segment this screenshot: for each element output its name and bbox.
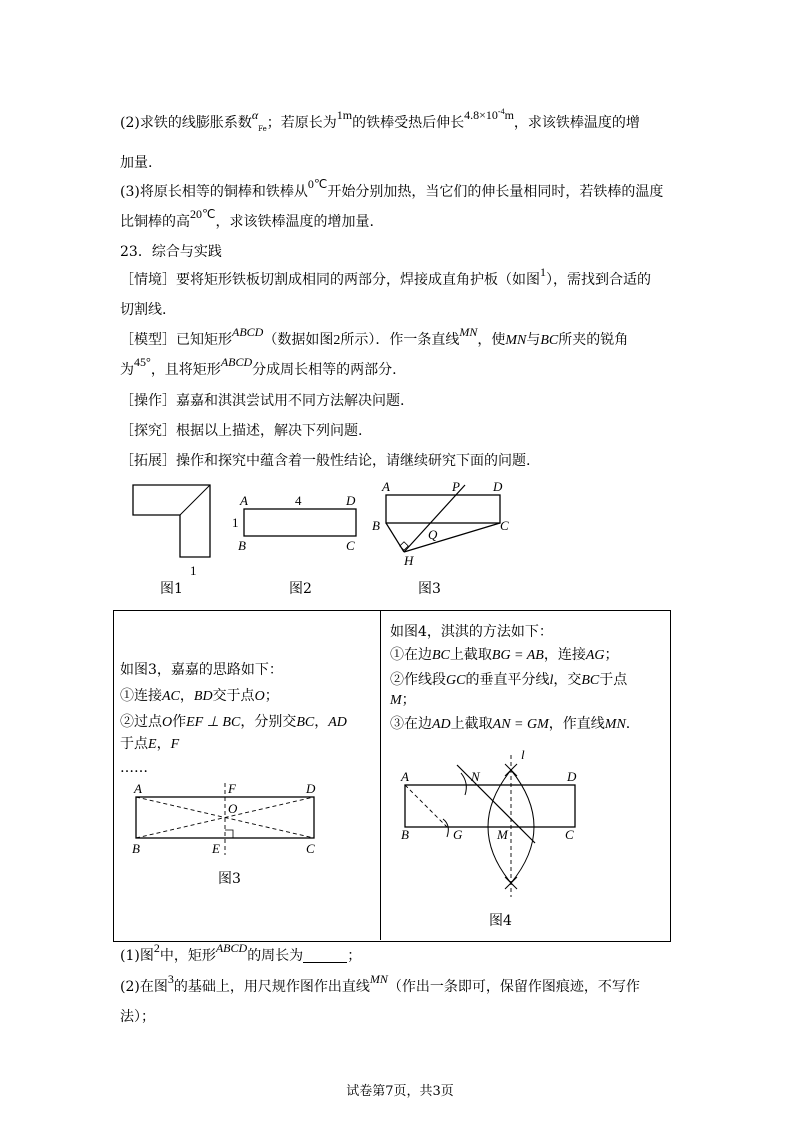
- right-intro: 如图4，淇淇的方法如下：: [390, 624, 553, 640]
- fig3-label: 图3: [418, 581, 441, 597]
- q23-explore: ［探究］根据以上描述，解决下列问题.: [120, 423, 363, 439]
- q3-line1: (3)将原长相等的铜棒和铁棒从0℃开始分别加热，当它们的伸长量相同时，若铁棒的温度: [120, 177, 664, 200]
- lf-right-angle: [225, 830, 233, 838]
- fig2-side: 1: [232, 515, 239, 530]
- q2-cont: 加量.: [120, 155, 153, 171]
- q23-model-1: ［模型］已知矩形ABCD（数据如图2所示）．作一条直线MN，使MN与BC所夹的锐角: [120, 325, 629, 348]
- q23-situation-cont: 切割线.: [120, 302, 167, 318]
- right-figure: [385, 735, 665, 935]
- fig2-top: 4: [295, 493, 302, 508]
- rf-B: B: [401, 827, 409, 842]
- lf-E: E: [212, 841, 220, 856]
- rf-label: 图4: [489, 913, 512, 929]
- page-footer: 试卷第7页，共3页: [346, 1084, 454, 1099]
- fig3-A: A: [382, 479, 390, 494]
- fig1-joint: [180, 485, 210, 515]
- answer-blank: [303, 948, 347, 963]
- rf-D: D: [567, 769, 577, 784]
- fig2-C: C: [346, 538, 355, 553]
- q3-line2: 比铜棒的高20℃，求该铁棒温度的增加量.: [120, 207, 374, 230]
- fig1-label: 图1: [160, 581, 183, 597]
- lf-label: 图3: [218, 871, 241, 887]
- fig2-rect: [244, 509, 356, 536]
- lf-B: B: [132, 841, 140, 856]
- fig2-label: 图2: [289, 581, 312, 597]
- rf-rect: [405, 785, 575, 827]
- q23-situation: ［情境］要将矩形铁板切割成相同的两部分，焊接成直角护板（如图1），需找到合适的: [120, 265, 651, 288]
- fig2-D: D: [346, 493, 356, 508]
- rf-arc-N: [461, 773, 466, 795]
- q23-title: 23．综合与实践: [120, 244, 222, 260]
- lf-C: C: [306, 841, 315, 856]
- fig3-Q: Q: [428, 527, 438, 542]
- left-step2b: 于点E，F: [120, 736, 180, 752]
- solution-box-divider: [380, 610, 381, 940]
- left-dots: ……: [120, 760, 148, 776]
- right-step3: ③在边AD上截取AN = GM，作直线MN.: [390, 716, 631, 732]
- q23-model-2: 为45°，且将矩形ABCD分成周长相等的两部分.: [120, 355, 397, 378]
- left-intro: 如图3，嘉嘉的思路如下：: [120, 662, 283, 678]
- fig3-D: D: [493, 479, 503, 494]
- rf-arc-G: [443, 819, 448, 837]
- fig1-dim: 1: [190, 563, 197, 578]
- question-2: (2)在图3的基础上，用尺规作图作出直线MN（作出一条即可，保留作图痕迹，不写作: [120, 972, 640, 995]
- q23-operation: ［操作］嘉嘉和淇淇尝试用不同方法解决问题.: [120, 393, 405, 409]
- fig3-C: C: [500, 518, 509, 533]
- left-figure: [120, 775, 375, 895]
- lf-A: A: [134, 781, 142, 796]
- figures-row: [0, 475, 800, 605]
- rf-M: M: [497, 827, 508, 842]
- rf-AG: [405, 785, 447, 827]
- right-step1: ①在边BC上截取BG = AB，连接AG；: [390, 647, 619, 663]
- rf-G: G: [453, 827, 463, 842]
- q2-line: (2)求铁的线膨胀系数$\alpha_{Fe}$；若原长为1m的铁棒受热后伸长$4.8\times 10^{-4}m$，求该铁棒温度的增: [120, 107, 640, 133]
- question-2-cont: 法）；: [120, 1009, 155, 1025]
- right-step2: ②作线段GC的垂直平分线l，交BC于点: [390, 672, 628, 688]
- question-1: (1)图2中，矩形ABCD的周长为 ；: [120, 941, 362, 964]
- left-step1: ①连接AC，BD交于点O；: [120, 688, 279, 704]
- fig2-A: A: [240, 493, 248, 508]
- fig3-H: H: [404, 553, 414, 568]
- fig3-P: P: [452, 479, 460, 494]
- rf-A: A: [401, 769, 409, 784]
- fig3-B: B: [372, 518, 380, 533]
- lf-D: D: [306, 781, 316, 796]
- rf-N: N: [471, 769, 480, 784]
- rf-line-MN: [457, 765, 535, 843]
- lf-O: O: [228, 801, 238, 816]
- lf-F: F: [228, 781, 236, 796]
- q23-extend: ［拓展］操作和探究中蕴含着一般性结论，请继续研究下面的问题.: [120, 453, 531, 469]
- rf-l: l: [521, 747, 525, 762]
- rf-C: C: [565, 827, 574, 842]
- fig2-B: B: [238, 538, 246, 553]
- right-step2b: M；: [390, 692, 416, 708]
- fig3-HC: [404, 523, 500, 552]
- left-step2: ②过点O作EF ⊥ BC，分别交BC，AD: [120, 714, 347, 730]
- fig1-shape: [133, 485, 210, 557]
